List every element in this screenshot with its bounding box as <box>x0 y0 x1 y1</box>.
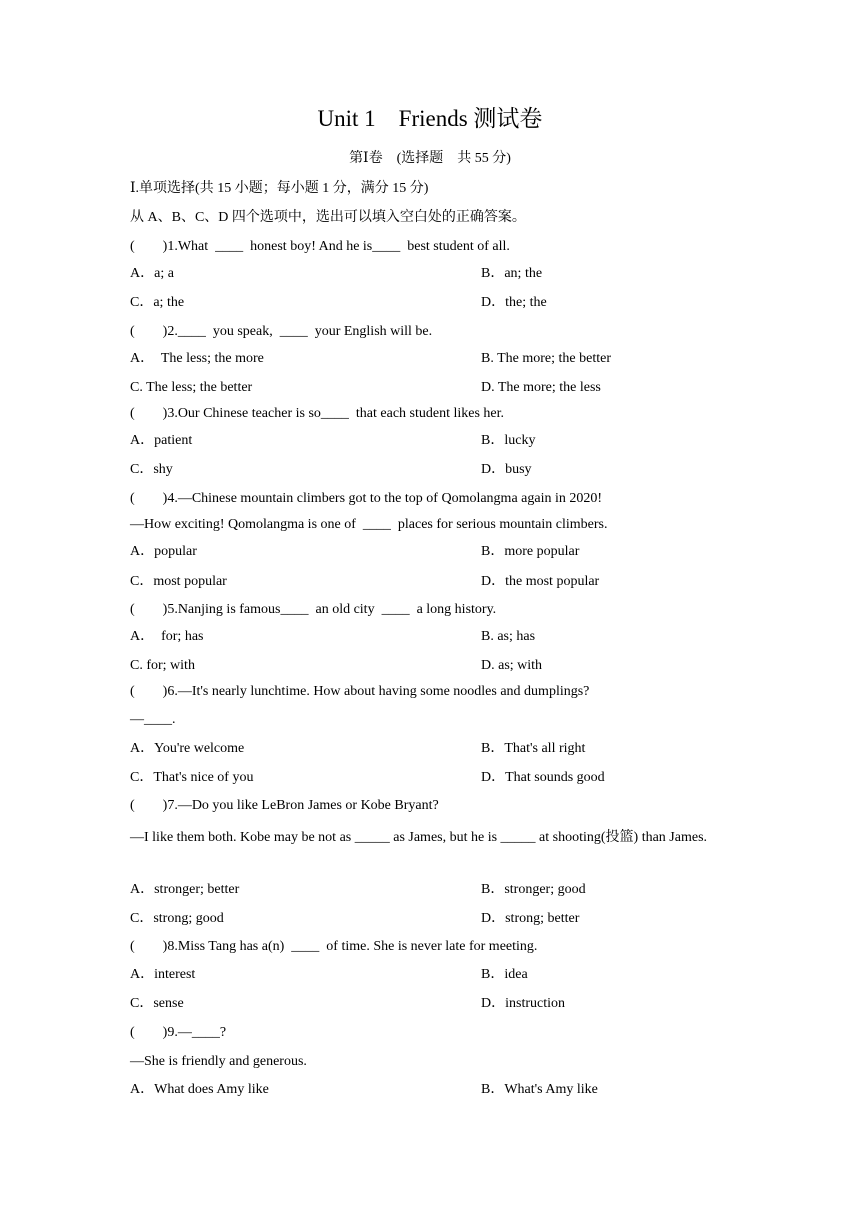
question-5-option-a: A． for; has <box>130 629 204 644</box>
question-3-option-a: A．patient <box>130 433 193 448</box>
question-9-stem-reply: —She is friendly and generous. <box>130 1054 307 1069</box>
question-6-stem-reply: —____. <box>130 712 176 727</box>
question-3-option-d: D．busy <box>481 462 532 477</box>
question-6-option-c: C．That's nice of you <box>130 770 254 785</box>
question-7-stem: ( )7.—Do you like LeBron James or Kobe Bryant? <box>130 798 439 813</box>
question-7-option-c: C．strong; good <box>130 911 224 926</box>
question-9-stem: ( )9.—____? <box>130 1025 227 1040</box>
question-1-option-a: A．a; a <box>130 266 174 281</box>
question-4-option-d: D．the most popular <box>481 574 600 589</box>
question-4-option-c: C．most popular <box>130 574 227 589</box>
question-5-stem: ( )5.Nanjing is famous____ an old city ____ a long history. <box>130 602 497 617</box>
section-heading: Ⅰ.单项选择(共 15 小题；每小题 1 分，满分 15 分) <box>130 181 429 196</box>
question-8-option-a: A．interest <box>130 967 196 982</box>
question-4-stem-reply: —How exciting! Qomolangma is one of ____ places for serious mountain climbers. <box>130 517 608 532</box>
question-3-option-b: B．lucky <box>481 433 536 448</box>
question-7-stem-reply: —I like them both. Kobe may be not as _____ as James, but he is _____ at shooting(投篮) than James. <box>130 830 708 845</box>
question-5-option-c: C. for; with <box>130 658 195 673</box>
question-7-option-d: D．strong; better <box>481 911 580 926</box>
question-1-stem: ( )1.What ____ honest boy! And he is____ best student of all. <box>130 239 510 254</box>
question-2-option-b: B. The more; the better <box>481 351 611 366</box>
question-8-stem: ( )8.Miss Tang has a(n) ____ of time. She is never late for meeting. <box>130 939 538 954</box>
question-3-option-c: C．shy <box>130 462 173 477</box>
question-6-option-d: D．That sounds good <box>481 770 605 785</box>
question-4-option-a: A．popular <box>130 544 197 559</box>
question-2-option-a: A． The less; the more <box>130 351 264 366</box>
question-8-option-b: B．idea <box>481 967 528 982</box>
question-6-stem: ( )6.—It's nearly lunchtime. How about having some noodles and dumplings? <box>130 684 590 699</box>
section-instruction: 从 A、B、C、D 四个选项中，选出可以填入空白处的正确答案。 <box>130 210 526 225</box>
question-9-option-b: B．What's Amy like <box>481 1082 598 1097</box>
part-subtitle: 第Ⅰ卷 (选择题 共 55 分) <box>349 151 511 166</box>
question-4-option-b: B．more popular <box>481 544 580 559</box>
question-8-option-c: C．sense <box>130 996 184 1011</box>
question-9-option-a: A．What does Amy like <box>130 1082 269 1097</box>
question-1-option-c: C．a; the <box>130 295 185 310</box>
page-title: Unit 1 Friends 测试卷 <box>317 106 543 131</box>
question-6-option-a: A．You're welcome <box>130 741 245 756</box>
question-2-option-d: D. The more; the less <box>481 380 601 395</box>
question-1-option-d: D．the; the <box>481 295 547 310</box>
question-5-option-d: D. as; with <box>481 658 543 673</box>
question-5-option-b: B. as; has <box>481 629 536 644</box>
question-4-stem: ( )4.—Chinese mountain climbers got to the top of Qomolangma again in 2020! <box>130 491 603 506</box>
question-2-stem: ( )2.____ you speak, ____ your English will be. <box>130 324 433 339</box>
question-7-option-a: A．stronger; better <box>130 882 240 897</box>
question-7-option-b: B．stronger; good <box>481 882 586 897</box>
question-2-option-c: C. The less; the better <box>130 380 253 395</box>
question-3-stem: ( )3.Our Chinese teacher is so____ that each student likes her. <box>130 406 505 421</box>
question-6-option-b: B．That's all right <box>481 741 586 756</box>
question-1-option-b: B．an; the <box>481 266 543 281</box>
question-8-option-d: D．instruction <box>481 996 565 1011</box>
